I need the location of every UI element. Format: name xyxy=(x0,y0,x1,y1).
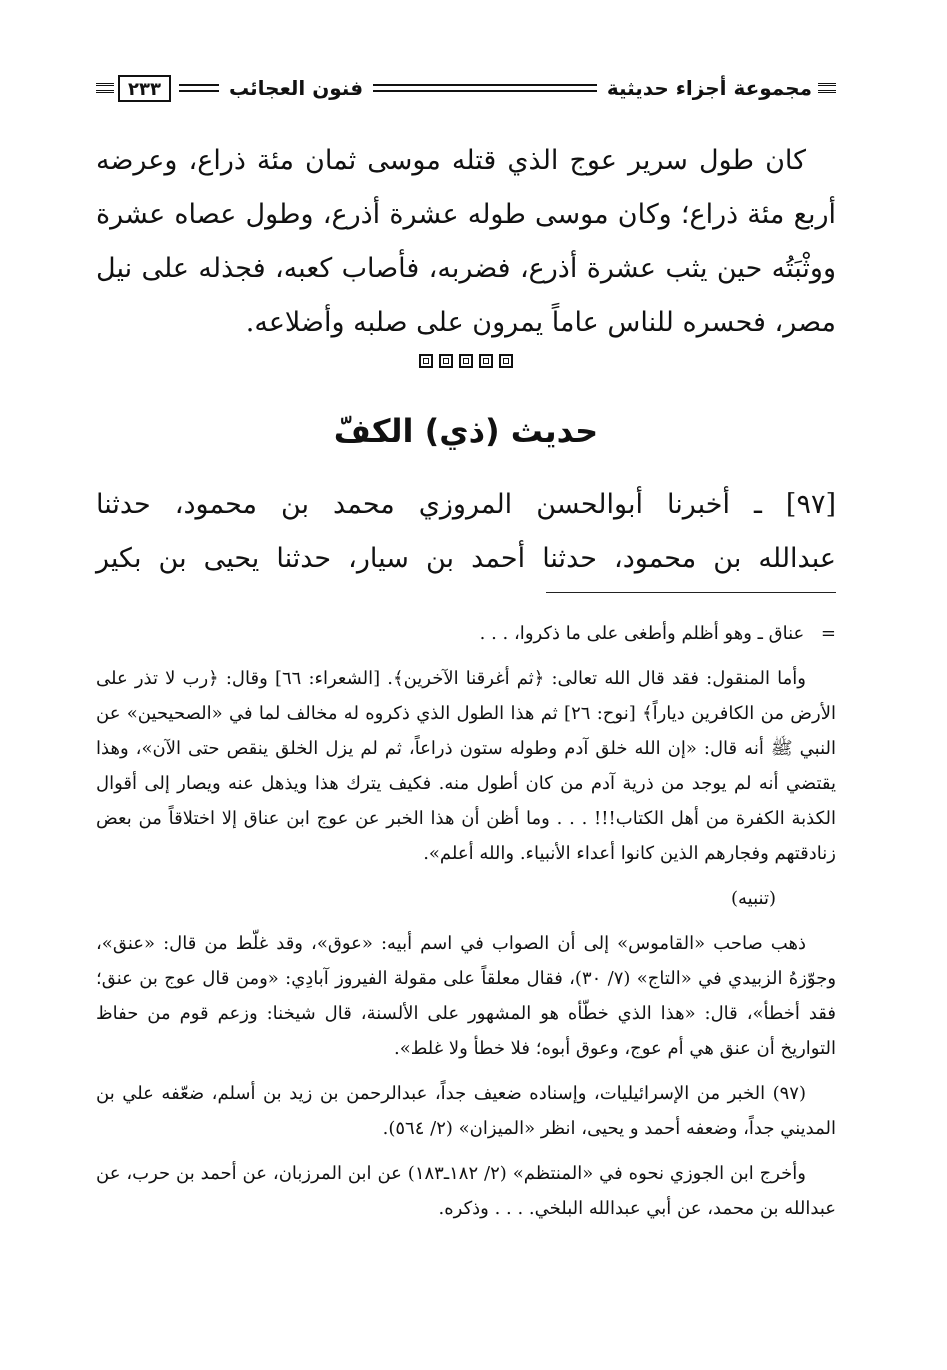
ornament-square-icon xyxy=(459,354,473,368)
header-dash-right xyxy=(818,83,836,93)
header-book-title: فنون العجائب xyxy=(228,76,364,100)
section-ornament xyxy=(96,354,836,368)
footnote-continuation xyxy=(96,616,836,651)
section-title: حديث (ذي) الكفّ xyxy=(333,412,599,450)
hadith-text-block xyxy=(96,478,836,586)
header-collection-title: مجموعة أجزاء حديثية xyxy=(606,76,812,100)
continuation-text: عناق ـ وهو أظلم وأطغى على ما ذكروا، . . . xyxy=(479,623,805,644)
ornament-square-icon xyxy=(499,354,513,368)
footnote-tanbih-heading: (تنبيه) xyxy=(731,888,776,909)
footnote-paragraph: وأما المنقول: فقد قال الله تعالى: ﴿ثم أغرقنا الآخرين﴾. [الشعراء: ٦٦] وقال: ﴿رب لا تذر على الأرض من الكافرين دياراً﴾ [نوح: ٢٦] ثم هذا الطول الذي ذكروه له مخالف لما في «الصحيحين» عن النبي ﷺ أنه قال: «إن الله خلق آدم وطوله ستون ذراعاً، ثم لم يزل الخلق ينقص حتى الآن»، وهذا يقتضي أنه لم يوجد من ذرية آدم من كان أطول منه. فكيف يترك هذا ويذهل عنه ويصار إلى أقوال الكذبة الكفرة من أهل الكتاب!!! . . . وما أظن أن هذا الخبر عن عوج ابن عناق إلا اختلاقاً من بعض زنادقتهم وفجارهم الذين كانوا أعداء الأنبياء. والله أعلم». xyxy=(96,668,836,864)
header-rule xyxy=(373,84,597,92)
book-page xyxy=(96,68,836,1348)
header-rule-short xyxy=(179,84,219,92)
footnote-paragraph: ذهب صاحب «القاموس» إلى أن الصواب في اسم أبيه: «عوق»، وقد غلّط من قال: «عنق»، وجوّزهُ الزبيدي في «التاج» (٧/ ٣٠)، فقال معلقاً على مقولة الفيروز آبادِي: «ومن قال عوج بن عنق؛ فقد أخطأ»، قال: «هذا الذي خطّأه هو المشهور على الألسنة، قال شيخنا: وزعم قوم من حفاظ التواريخ أن عنق هي أم عوج، وعوق أبوه؛ فلا خطأ ولا غلط». xyxy=(96,933,837,1059)
ornament-square-icon xyxy=(439,354,453,368)
footnote-divider xyxy=(546,592,836,593)
hadith-line: عبدالله بن محمود، حدثنا أحمد بن سيار، حدثنا يحيى بن بكير xyxy=(96,543,836,574)
ornament-square-icon xyxy=(479,354,493,368)
main-text-block xyxy=(96,134,836,350)
continuation-marker: = xyxy=(820,623,836,644)
page-number: ٢٣٣ xyxy=(118,75,171,102)
hadith-line: [٩٧] ـ أخبرنا أبوالحسن المروزي محمد بن محمود، حدثنا xyxy=(96,489,836,520)
running-header xyxy=(96,68,836,108)
header-dash-left xyxy=(96,83,114,93)
ornament-square-icon xyxy=(419,354,433,368)
footnote-paragraph: وأخرج ابن الجوزي نحوه في «المنتظم» (٢/ ١٨٢ـ١٨٣) عن ابن المرزبان، عن أحمد بن حرب، عن عبدالله بن محمد، عن أبي عبدالله البلخي. . . . وذكره. xyxy=(96,1163,836,1219)
footnote-paragraph: (٩٧) الخبر من الإسرائيليات، وإسناده ضعيف جداً، عبدالرحمن بن زيد بن أسلم، ضعّفه علي بن المديني جداً، وضعفه أحمد و يحيى، انظر «الميزان» (٢/ ٥٦٤). xyxy=(96,1083,836,1139)
main-paragraph: كان طول سرير عوج الذي قتله موسى ثمان مئة ذراع، وعرضه أربع مئة ذراع؛ وكان موسى طوله عشرة أذرع، وطول عصاه عشرة ووثْبَتُه حين يثب عشرة أذرع، فضربه، فأصاب كعبه، فجذله على نيل مصر، فحسره للناس عاماً يمرون على صلبه وأضلاعه. xyxy=(96,145,836,338)
footnotes xyxy=(96,616,836,1226)
